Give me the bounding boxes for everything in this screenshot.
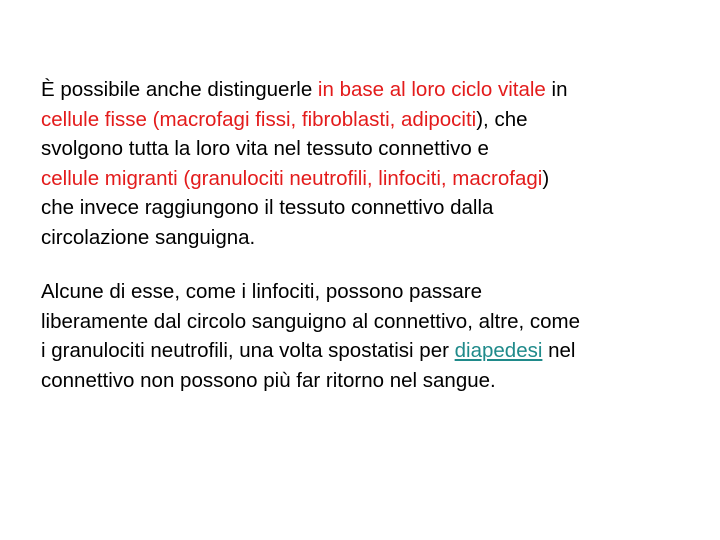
text-span: ), che: [476, 107, 528, 131]
diapedesi-link[interactable]: diapedesi: [454, 339, 543, 362]
highlighted-text: in base al loro ciclo vitale: [317, 78, 546, 101]
text-line: [41, 105, 691, 135]
highlighted-text: cellule migranti (granulociti neutrofili, linfociti, macrofagi: [41, 166, 543, 190]
text-line: liberamente dal circolo sanguigno al connettivo, altre, come: [41, 309, 580, 333]
text-line: [41, 75, 691, 105]
text-span: È possibile anche distinguerle: [41, 78, 318, 101]
text-span: i granulociti neutrofili, una volta spostatisi per: [41, 339, 455, 362]
text-span: nel: [542, 339, 576, 362]
text-line: circolazione sanguigna.: [41, 225, 256, 249]
text-line: che invece raggiungono il tessuto connettivo dalla: [41, 196, 494, 219]
text-line: [41, 164, 691, 194]
text-line: connettivo non possono più far ritorno nel sangue.: [41, 368, 496, 392]
text-span: in: [545, 78, 568, 101]
text-line: [41, 336, 691, 366]
paragraph-cell-types: [41, 75, 691, 252]
text-line: Alcune di esse, come i linfociti, possono passare: [41, 280, 482, 303]
paragraph-migration: [41, 277, 691, 395]
highlighted-text: cellule fisse (macrofagi fissi, fibroblasti, adipociti: [41, 107, 477, 131]
text-line: svolgono tutta la loro vita nel tessuto connettivo e: [41, 137, 489, 160]
text-span: ): [542, 166, 550, 190]
